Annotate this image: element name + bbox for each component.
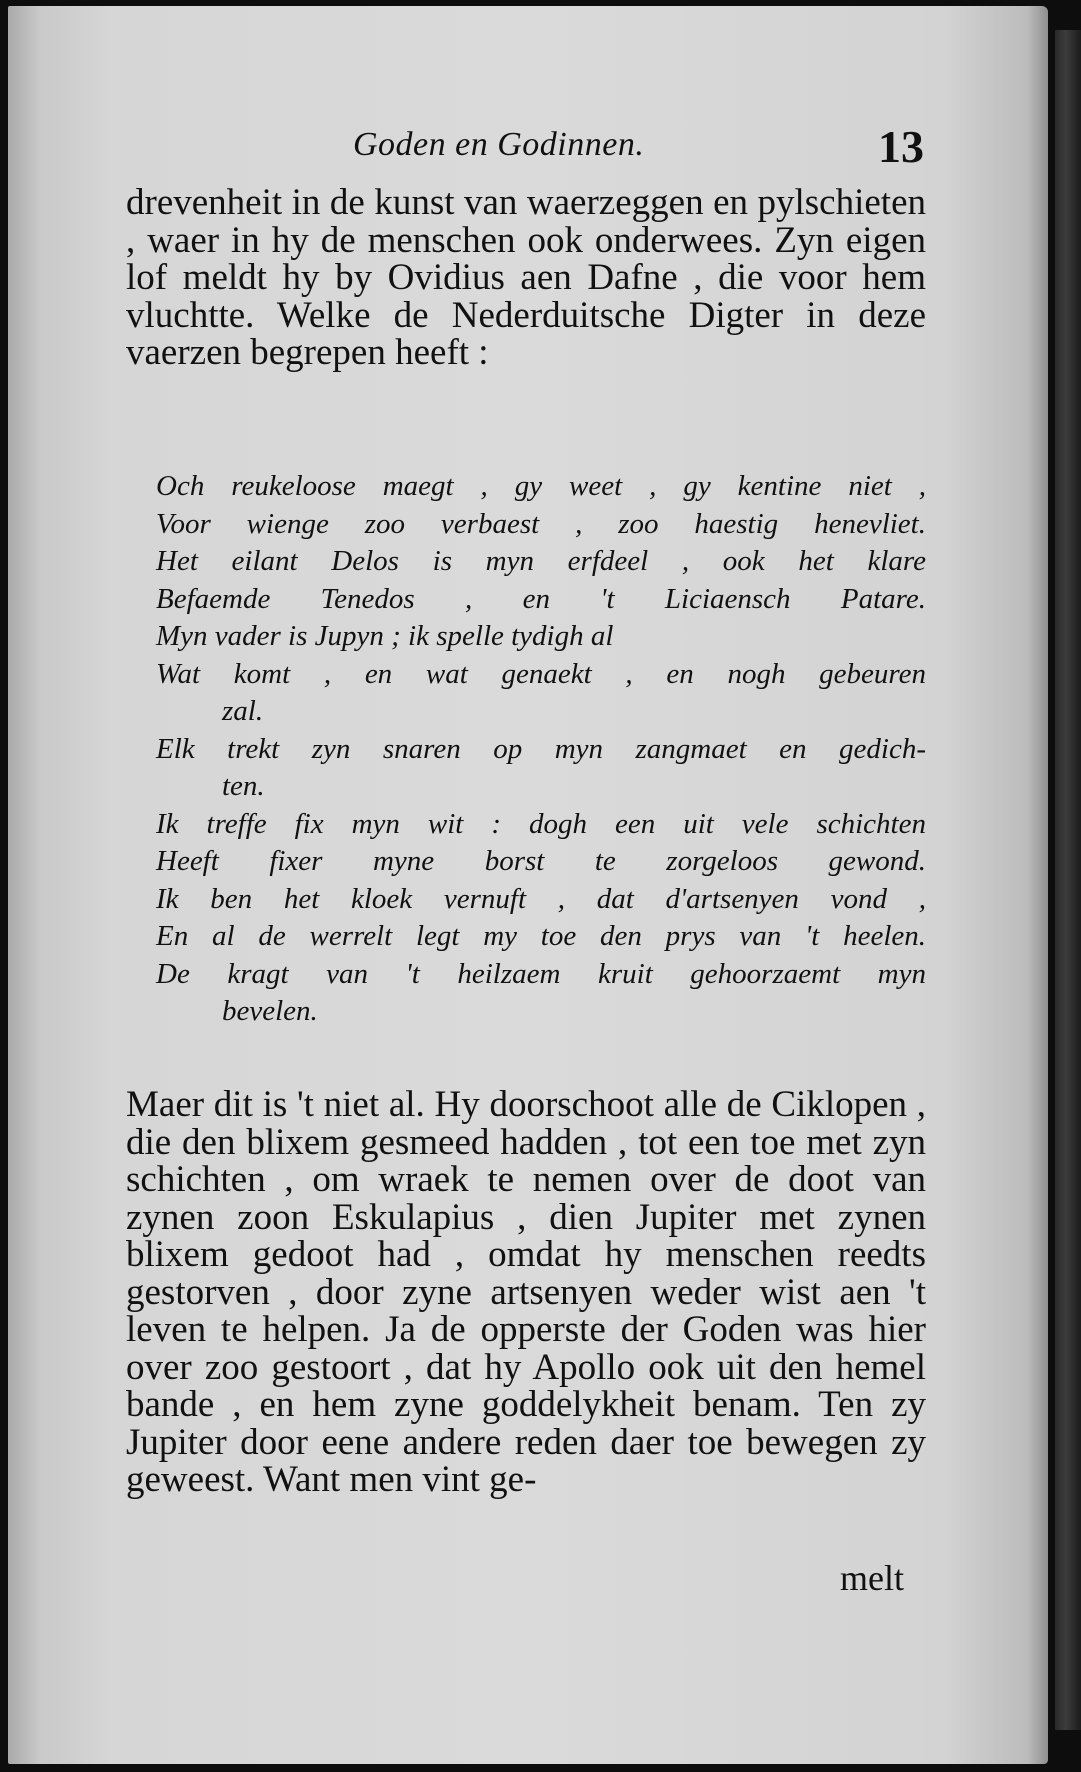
verse-line-continuation: ten. [222, 770, 265, 802]
catchword: melt [840, 1558, 904, 1598]
verse-block [156, 468, 926, 1031]
book-page [8, 6, 1048, 1764]
verse-line: Befaemde Tenedos , en 't Liciaensch Patare. [156, 582, 926, 615]
verse-line-continuation: bevelen. [222, 995, 318, 1027]
paragraph-text: Maer dit is 't niet al. Hy doorschoot alle de Ciklopen , die den blixem gesmeed hadden , tot een toe met zyn schichten , om wraek te nemen over de doot van zynen zoon Eskulapius , dien Jupiter met zynen blixem gedoot had , omdat hy menschen reedts gestorven , door zyne artsenyen weder wist aen 't leven te helpen. Ja de opperste der Goden was hier over zoo gestoort , dat hy Apollo ook uit den hemel bande , en hem zyne goddelykheit benam. Ten zy Jupiter door eene andere reden daer toe bewegen zy geweest. Want men vint ge- [126, 1084, 926, 1500]
prose-paragraph [126, 1086, 926, 1499]
book-edge [1055, 30, 1081, 1730]
verse-line: Heeft fixer myne borst te zorgeloos gewond. [156, 845, 926, 877]
running-head: Goden en Godinnen. [353, 126, 645, 163]
verse-line: De kragt van 't heilzaem kruit gehoorzaemt myn [156, 957, 926, 990]
verse-line: Ik treffe fix myn wit : dogh een uit vele schichten [156, 807, 926, 840]
verse-line: Het eilant Delos is myn erfdeel , ook het klare [156, 545, 926, 577]
verse-line: Elk trekt zyn snaren op myn zangmaet en gedich- [156, 732, 926, 765]
page-number: 13 [878, 121, 924, 172]
verse-line: Wat komt , en wat genaekt , en nogh gebeuren [156, 657, 926, 690]
verse-line: Ik ben het kloek vernuft , dat d'artsenyen vond , [156, 882, 926, 915]
verse-line: Och reukeloose maegt , gy weet , gy kentine niet , [156, 470, 926, 502]
verse-line-continuation: zal. [222, 695, 264, 727]
paragraph-text: drevenheit in de kunst van waerzeggen en pylschieten , waer in hy de menschen ook onderwees. Zyn eigen lof meldt hy by Ovidius aen Dafne , die voor hem vluchtte. Welke de Nederduitsche Digter in deze vaerzen begrepen heeft : [126, 182, 926, 373]
page-header [8, 118, 1048, 178]
prose-paragraph [126, 184, 926, 372]
verse-line: En al de werrelt legt my toe den prys van 't heelen. [156, 920, 926, 952]
verse-line: Voor wienge zoo verbaest , zoo haestig henevliet. [156, 507, 926, 540]
verse-line: Myn vader is Jupyn ; ik spelle tydigh al [156, 620, 614, 652]
